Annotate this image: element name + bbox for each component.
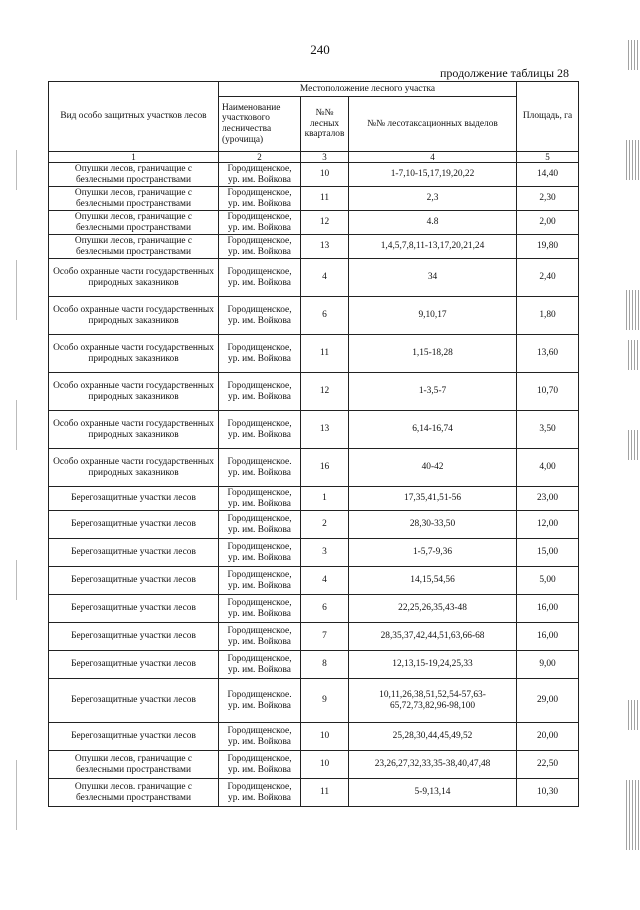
cell-forestry: Городищенское. ур. им. Войкова — [219, 449, 301, 487]
table-row — [49, 679, 579, 723]
table-row — [49, 163, 579, 187]
cell-protection-type: Опушки лесов. граничащие с безлесными пространствами — [49, 779, 219, 807]
cell-quarter: 3 — [301, 539, 349, 567]
cell-forestry: Городищенское, ур. им. Войкова — [219, 259, 301, 297]
cell-protection-type: Опушки лесов, граничащие с безлесными пространствами — [49, 211, 219, 235]
cell-protection-type: Особо охранные части государственных природных заказников — [49, 297, 219, 335]
cell-area: 12,00 — [517, 511, 579, 539]
cell-quarter: 8 — [301, 651, 349, 679]
cell-quarter: 10 — [301, 723, 349, 751]
cell-units: 1-3,5-7 — [349, 373, 517, 411]
header-units: №№ лесотаксационных выделов — [349, 97, 517, 152]
table-row — [49, 297, 579, 335]
scan-margin-noise — [626, 0, 640, 910]
header-quarters: №№ лесных кварталов — [301, 97, 349, 152]
cell-forestry: Городищенское, ур. им. Войкова — [219, 187, 301, 211]
cell-area: 10,70 — [517, 373, 579, 411]
cell-forestry: Городищенское, ур. им. Войкова — [219, 651, 301, 679]
cell-protection-type: Берегозащитные участки лесов — [49, 511, 219, 539]
cell-units: 23,26,27,32,33,35-38,40,47,48 — [349, 751, 517, 779]
table-row — [49, 449, 579, 487]
table-row — [49, 651, 579, 679]
cell-units: 28,30-33,50 — [349, 511, 517, 539]
cell-area: 29,00 — [517, 679, 579, 723]
cell-protection-type: Особо охранные части государственных природных заказников — [49, 373, 219, 411]
cell-protection-type: Берегозащитные участки лесов — [49, 595, 219, 623]
table-continuation-label: продолжение таблицы 28 — [440, 66, 570, 80]
cell-area: 3,50 — [517, 411, 579, 449]
cell-protection-type: Опушки лесов, граничащие с безлесными пространствами — [49, 751, 219, 779]
cell-quarter: 13 — [301, 235, 349, 259]
table-row — [49, 595, 579, 623]
protective-forest-table — [48, 81, 579, 807]
cell-forestry: Городищенское, ур. им. Войкова — [219, 487, 301, 511]
header-forestry: Наименование участкового лесничества (урочища) — [219, 97, 301, 152]
cell-forestry: Городищенское, ур. им. Войкова — [219, 511, 301, 539]
cell-units: 10,11,26,38,51,52,54-57,63-65,72,73,82,96-98,100 — [349, 679, 517, 723]
table-row — [49, 235, 579, 259]
cell-area: 2,30 — [517, 187, 579, 211]
cell-forestry: Городищенское, ур. им. Войкова — [219, 411, 301, 449]
cell-forestry: Городищенское, ур. им. Войкова — [219, 779, 301, 807]
cell-forestry: Городищенское, ур. им. Войкова — [219, 163, 301, 187]
cell-protection-type: Особо охранные части государственных природных заказников — [49, 259, 219, 297]
cell-area: 2,40 — [517, 259, 579, 297]
table-row — [49, 259, 579, 297]
cell-quarter: 2 — [301, 511, 349, 539]
cell-forestry: Городищенское, ур. им. Войкова — [219, 235, 301, 259]
scan-artifact — [16, 760, 17, 830]
cell-area: 9,00 — [517, 651, 579, 679]
cell-units: 22,25,26,35,43-48 — [349, 595, 517, 623]
cell-area: 2,00 — [517, 211, 579, 235]
cell-units: 1,4,5,7,8,11-13,17,20,21,24 — [349, 235, 517, 259]
table-row — [49, 373, 579, 411]
page-number: 240 — [310, 42, 330, 57]
cell-units: 2,3 — [349, 187, 517, 211]
cell-protection-type: Опушки лесов, граничащие с безлесными пространствами — [49, 163, 219, 187]
cell-quarter: 10 — [301, 751, 349, 779]
cell-area: 4,00 — [517, 449, 579, 487]
cell-units: 12,13,15-19,24,25,33 — [349, 651, 517, 679]
cell-forestry: Городищенское, ур. им. Войкова — [219, 297, 301, 335]
cell-protection-type: Опушки лесов, граничащие с безлесными пространствами — [49, 187, 219, 211]
scan-artifact — [16, 260, 17, 320]
header-area: Площадь, га — [517, 82, 579, 152]
cell-area: 10,30 — [517, 779, 579, 807]
cell-forestry: Городищенское, ур. им. Войкова — [219, 567, 301, 595]
table-row — [49, 511, 579, 539]
cell-units: 14,15,54,56 — [349, 567, 517, 595]
cell-quarter: 1 — [301, 487, 349, 511]
cell-area: 14,40 — [517, 163, 579, 187]
cell-protection-type: Берегозащитные участки лесов — [49, 487, 219, 511]
cell-area: 16,00 — [517, 595, 579, 623]
table-row — [49, 751, 579, 779]
cell-units: 34 — [349, 259, 517, 297]
cell-protection-type: Берегозащитные участки лесов — [49, 567, 219, 595]
cell-units: 17,35,41,51-56 — [349, 487, 517, 511]
cell-forestry: Городищенское. ур. им. Войкова — [219, 679, 301, 723]
table-row — [49, 187, 579, 211]
table-row — [49, 779, 579, 807]
cell-units: 5-9,13,14 — [349, 779, 517, 807]
cell-quarter: 13 — [301, 411, 349, 449]
cell-protection-type: Берегозащитные участки лесов — [49, 539, 219, 567]
cell-forestry: Городищенское, ур. им. Войкова — [219, 335, 301, 373]
cell-protection-type: Берегозащитные участки лесов — [49, 623, 219, 651]
cell-quarter: 12 — [301, 373, 349, 411]
table-row — [49, 335, 579, 373]
cell-quarter: 11 — [301, 779, 349, 807]
cell-units: 1-5,7-9,36 — [349, 539, 517, 567]
cell-area: 13,60 — [517, 335, 579, 373]
column-number: 1 — [49, 152, 219, 163]
scan-artifact — [16, 400, 17, 450]
cell-units: 40-42 — [349, 449, 517, 487]
table-body — [49, 163, 579, 807]
cell-protection-type: Берегозащитные участки лесов — [49, 679, 219, 723]
header-location: Местоположение лесного участка — [219, 82, 517, 97]
cell-units: 9,10,17 — [349, 297, 517, 335]
cell-forestry: Городищенское, ур. им. Войкова — [219, 723, 301, 751]
cell-forestry: Городищенское, ур. им. Войкова — [219, 623, 301, 651]
cell-area: 1,80 — [517, 297, 579, 335]
cell-area: 16,00 — [517, 623, 579, 651]
cell-quarter: 4 — [301, 567, 349, 595]
cell-quarter: 7 — [301, 623, 349, 651]
cell-quarter: 16 — [301, 449, 349, 487]
cell-area: 23,00 — [517, 487, 579, 511]
table-row — [49, 567, 579, 595]
cell-area: 22,50 — [517, 751, 579, 779]
header-type: Вид особо защитных участков лесов — [49, 82, 219, 152]
cell-quarter: 11 — [301, 335, 349, 373]
table-row — [49, 411, 579, 449]
cell-protection-type: Опушки лесов, граничащие с безлесными пространствами — [49, 235, 219, 259]
column-number: 4 — [349, 152, 517, 163]
cell-protection-type: Особо охранные части государственных природных заказников — [49, 411, 219, 449]
scan-artifact — [16, 150, 17, 190]
column-number: 5 — [517, 152, 579, 163]
cell-protection-type: Берегозащитные участки лесов — [49, 723, 219, 751]
cell-area: 19,80 — [517, 235, 579, 259]
cell-units: 6,14-16,74 — [349, 411, 517, 449]
cell-quarter: 6 — [301, 297, 349, 335]
table-row — [49, 211, 579, 235]
cell-units: 1-7,10-15,17,19,20,22 — [349, 163, 517, 187]
cell-quarter: 4 — [301, 259, 349, 297]
scan-artifact — [16, 560, 17, 600]
cell-quarter: 6 — [301, 595, 349, 623]
cell-units: 25,28,30,44,45,49,52 — [349, 723, 517, 751]
cell-quarter: 12 — [301, 211, 349, 235]
table-row — [49, 487, 579, 511]
cell-protection-type: Берегозащитные участки лесов — [49, 651, 219, 679]
table-row — [49, 623, 579, 651]
cell-protection-type: Особо охранные части государственных природных заказников — [49, 335, 219, 373]
table-row — [49, 539, 579, 567]
cell-forestry: Городищенское, ур. им. Войкова — [219, 751, 301, 779]
cell-units: 4.8 — [349, 211, 517, 235]
cell-protection-type: Особо охранные части государственных природных заказников — [49, 449, 219, 487]
cell-quarter: 11 — [301, 187, 349, 211]
cell-forestry: Городищенское, ур. им. Войкова — [219, 595, 301, 623]
column-number: 2 — [219, 152, 301, 163]
cell-area: 5,00 — [517, 567, 579, 595]
cell-area: 20,00 — [517, 723, 579, 751]
cell-forestry: Городищенское, ур. им. Войкова — [219, 373, 301, 411]
table-row — [49, 723, 579, 751]
cell-quarter: 10 — [301, 163, 349, 187]
cell-area: 15,00 — [517, 539, 579, 567]
cell-forestry: Городищенское, ур. им. Войкова — [219, 539, 301, 567]
cell-forestry: Городищенское, ур. им. Войкова — [219, 211, 301, 235]
cell-units: 1,15-18,28 — [349, 335, 517, 373]
cell-quarter: 9 — [301, 679, 349, 723]
cell-units: 28,35,37,42,44,51,63,66-68 — [349, 623, 517, 651]
column-number: 3 — [301, 152, 349, 163]
